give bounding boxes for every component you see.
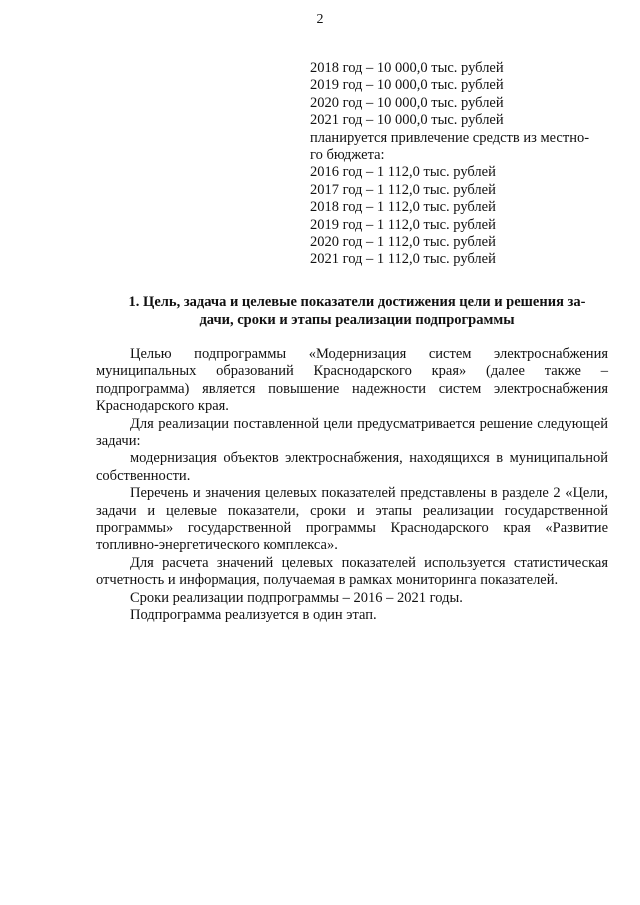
paragraph-calculation: Для расчета значений целевых показателей используется статистическая отчетность и информация, получаемая в рамках мониторинга показателей. xyxy=(96,554,608,589)
page-number: 2 xyxy=(316,12,324,27)
funding-line: 2020 год – 10 000,0 тыс. рублей xyxy=(310,94,504,111)
funding-line: 2018 год – 1 112,0 тыс. рублей xyxy=(310,199,496,216)
funding-line: 2020 год – 1 112,0 тыс. рублей xyxy=(310,234,496,251)
paragraph-stages: Подпрограмма реализуется в один этап. xyxy=(130,607,377,624)
funding-line: 2016 год – 1 112,0 тыс. рублей xyxy=(310,164,496,181)
section-heading-line: 1. Цель, задача и целевые показатели достижения цели и решения за- xyxy=(128,294,586,310)
funding-list xyxy=(310,60,610,269)
funding-line: го бюджета: xyxy=(310,147,385,164)
paragraph-task-intro: Для реализации поставленной цели предусматривается решение следующей задачи: xyxy=(96,415,608,450)
paragraph-timeline: Сроки реализации подпрограммы – 2016 – 2021 годы. xyxy=(130,589,463,606)
funding-line: 2019 год – 10 000,0 тыс. рублей xyxy=(310,77,504,94)
paragraph-goal: Целью подпрограммы «Модернизация систем электроснабжения муниципальных образований Краснодарского края» (далее также – подпрограмма) является повышение надежности систем электроснабжения Краснодарского края. xyxy=(96,346,608,415)
funding-line: планируется привлечение средств из местно- xyxy=(310,129,590,146)
section-heading xyxy=(108,294,606,329)
funding-line: 2021 год – 10 000,0 тыс. рублей xyxy=(310,112,504,129)
section-body xyxy=(96,346,608,625)
funding-line: 2019 год – 1 112,0 тыс. рублей xyxy=(310,216,496,233)
paragraph-indicators: Перечень и значения целевых показателей представлены в разделе 2 «Цели, задачи и целевые показатели, сроки и этапы реализации государственной программы» государственной программы Краснодарского края «Развитие топливно-энергетического комплекса». xyxy=(96,485,608,554)
funding-line: 2021 год – 1 112,0 тыс. рублей xyxy=(310,251,496,268)
funding-line: 2017 год – 1 112,0 тыс. рублей xyxy=(310,181,496,198)
funding-line: 2018 год – 10 000,0 тыс. рублей xyxy=(310,60,504,76)
section-heading-line: дачи, сроки и этапы реализации подпрограммы xyxy=(199,311,515,328)
paragraph-task: модернизация объектов электроснабжения, находящихся в муниципальной собственности. xyxy=(96,450,608,484)
